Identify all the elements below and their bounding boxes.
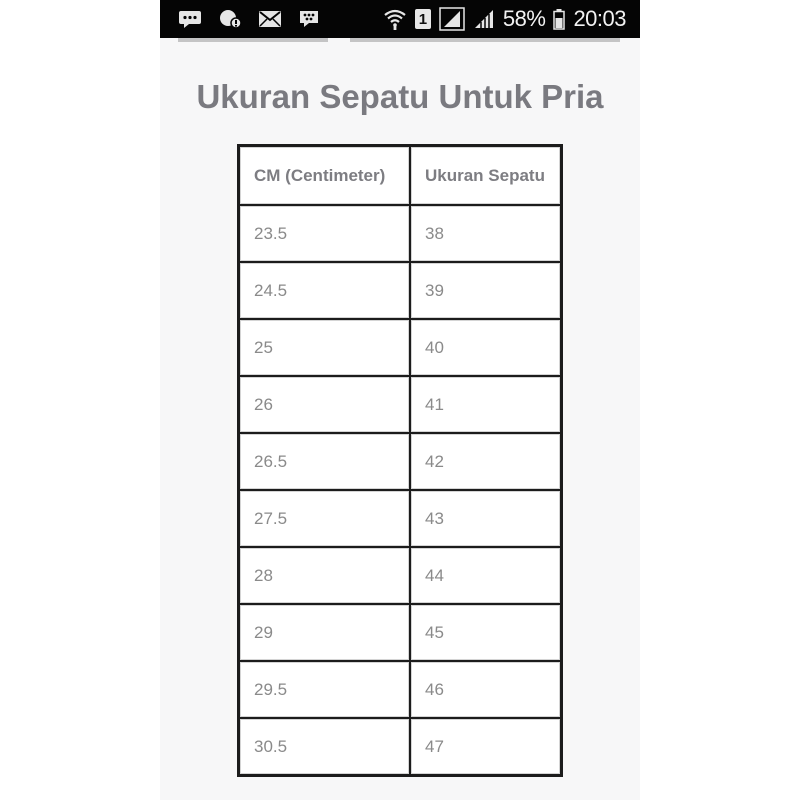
status-bar bbox=[160, 0, 640, 38]
table-header-row bbox=[239, 146, 561, 205]
mail-icon bbox=[258, 10, 282, 28]
cm-cell: 28 bbox=[239, 547, 410, 604]
cm-cell: 24.5 bbox=[239, 262, 410, 319]
cm-cell: 30.5 bbox=[239, 718, 410, 775]
shoe-size-cell: 44 bbox=[410, 547, 561, 604]
shoe-size-cell: 39 bbox=[410, 262, 561, 319]
chat-bubble-icon bbox=[178, 9, 202, 29]
shoe-size-cell: 40 bbox=[410, 319, 561, 376]
shoe-size-cell: 42 bbox=[410, 433, 561, 490]
table-row bbox=[239, 547, 561, 604]
signal-strength-icon bbox=[439, 7, 465, 31]
cm-cell: 29 bbox=[239, 604, 410, 661]
shoe-size-cell: 46 bbox=[410, 661, 561, 718]
cm-cell: 27.5 bbox=[239, 490, 410, 547]
message-badge-icon bbox=[218, 8, 242, 30]
shoe-size-cell: 38 bbox=[410, 205, 561, 262]
sim-slot-badge: 1 bbox=[415, 9, 431, 29]
table-row bbox=[239, 319, 561, 376]
header-shoe-size: Ukuran Sepatu bbox=[410, 146, 561, 205]
shoe-size-cell: 41 bbox=[410, 376, 561, 433]
table-row bbox=[239, 205, 561, 262]
wifi-icon bbox=[383, 8, 407, 30]
phone-screen bbox=[160, 0, 640, 800]
cm-cell: 25 bbox=[239, 319, 410, 376]
signal-strength-icon-2 bbox=[473, 8, 495, 30]
table-row bbox=[239, 661, 561, 718]
table-row bbox=[239, 490, 561, 547]
cm-cell: 26.5 bbox=[239, 433, 410, 490]
battery-percent: 58% bbox=[502, 6, 546, 31]
cm-cell: 26 bbox=[239, 376, 410, 433]
battery-icon bbox=[553, 8, 565, 30]
table-row bbox=[239, 604, 561, 661]
shoe-size-cell: 45 bbox=[410, 604, 561, 661]
shoe-size-cell: 43 bbox=[410, 490, 561, 547]
table-row bbox=[239, 718, 561, 775]
table-row bbox=[239, 262, 561, 319]
shoe-size-table bbox=[237, 144, 563, 777]
shoe-size-cell: 47 bbox=[410, 718, 561, 775]
header-cm: CM (Centimeter) bbox=[239, 146, 410, 205]
page-title: Ukuran Sepatu Untuk Pria bbox=[196, 78, 604, 115]
bbm-icon bbox=[298, 9, 320, 29]
clock: 20:03 bbox=[573, 6, 626, 31]
cm-cell: 29.5 bbox=[239, 661, 410, 718]
cm-cell: 23.5 bbox=[239, 205, 410, 262]
table-row bbox=[239, 433, 561, 490]
table-row bbox=[239, 376, 561, 433]
